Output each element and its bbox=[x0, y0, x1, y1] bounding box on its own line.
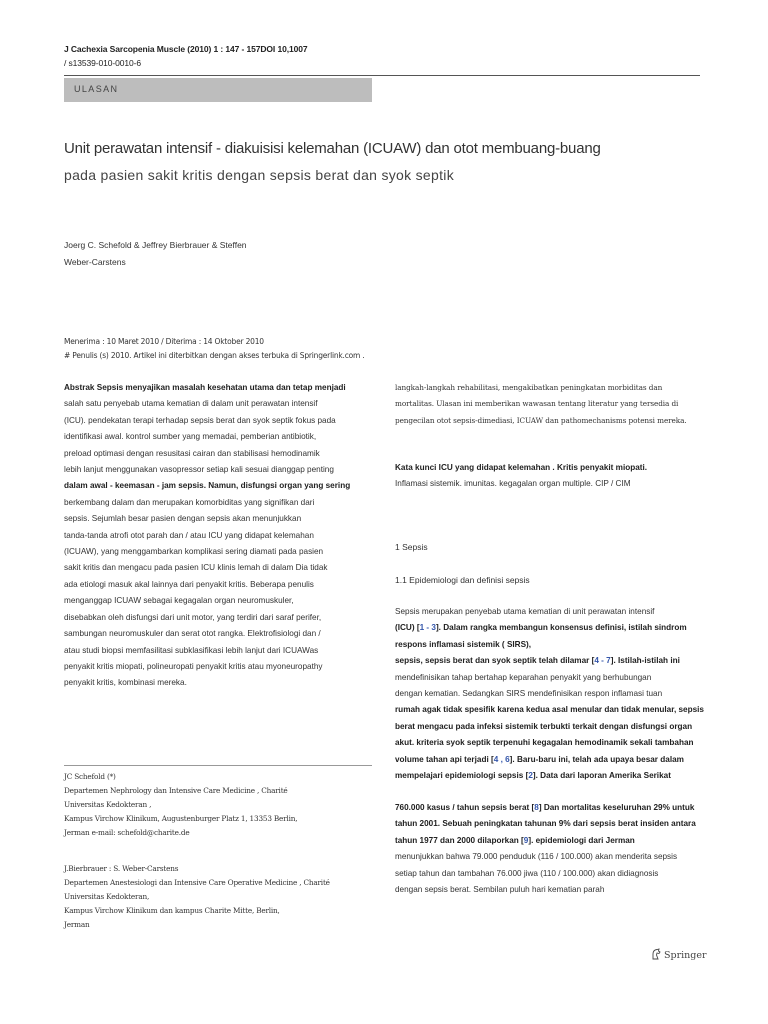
text-span: ]. epidemiologi dari Jerman bbox=[528, 835, 635, 845]
body-line bbox=[395, 653, 720, 669]
body-line bbox=[395, 768, 720, 784]
abstract-line: sakit kritis dan mengacu pada pasien ICU klinis lemah di dalam Dia tidak bbox=[64, 563, 328, 573]
abstract-cont-line: pengecilan otot sepsis-dimediasi, ICUAW dan pathomechanisms potensi mereka. bbox=[395, 415, 687, 425]
affiliation-line: Jerman bbox=[64, 920, 90, 929]
text-span: ]. Data dari laporan Amerika Serikat bbox=[532, 771, 671, 781]
affiliation-line: Kampus Virchow Klinikum, Augustenburger Platz 1, 13353 Berlin, bbox=[64, 814, 298, 823]
abstract-line: penyakit kritis, kombinasi mereka. bbox=[64, 678, 187, 688]
body-line: dengan kematian. Sedangkan SIRS mendefinisikan respon inflamasi tuan bbox=[395, 689, 663, 699]
abstract-line: preload optimasi dengan resusitasi cairan dan stabilisasi hemodinamik bbox=[64, 448, 320, 458]
affiliation-line: Departemen Nephrology dan Intensive Care Medicine , Charité bbox=[64, 786, 288, 795]
section-heading: 1 Sepsis bbox=[395, 542, 428, 552]
abstract-label: Abstrak Sepsis menyajikan masalah kesehatan utama dan tetap menjadi bbox=[64, 383, 346, 392]
citation-link[interactable]: 2 bbox=[528, 771, 533, 781]
body-text bbox=[395, 604, 720, 784]
abstract-line: disebabkan oleh disfungsi dari unit motor, yang terdiri dari saraf perifer, bbox=[64, 612, 322, 622]
abstract-line: tanda-tanda atrofi otot parah dan / atau ICU yang didapat kelemahan bbox=[64, 530, 314, 540]
body-line bbox=[395, 620, 720, 636]
publisher-logo bbox=[650, 948, 707, 961]
text-span: tahun 1977 dan 2000 dilaporkan [ bbox=[395, 835, 524, 845]
text-span: 760.000 kasus / tahun sepsis berat [ bbox=[395, 803, 535, 812]
affiliation-line: Universitas Kedokteran , bbox=[64, 800, 152, 809]
citation-link[interactable]: 9 bbox=[523, 835, 529, 845]
abstract-line: (ICUAW), yang menggambarkan komplikasi sering diamati pada pasien bbox=[64, 547, 324, 557]
body-line: dengan sepsis berat. Sembilan puluh hari kematian parah bbox=[395, 885, 605, 895]
affiliation-line: J.Bierbrauer : S. Weber-Carstens bbox=[64, 864, 179, 873]
abstract-line: sambungan neuromuskuler dan serat otot rangka. Elektrofisiologi dan / bbox=[64, 629, 321, 639]
affiliation-1 bbox=[64, 770, 297, 840]
author-list bbox=[64, 237, 247, 271]
body-line: rumah agak tidak spesifik karena kedua asal menular dan tidak menular, sepsis bbox=[395, 705, 704, 715]
received-line: Menerima : 10 Maret 2010 / Diterima : 14 Oktober 2010 bbox=[64, 337, 264, 346]
keywords-line-2: Inflamasi sistemik. imunitas. kegagalan organ multiple. CIP / CIM bbox=[395, 479, 631, 489]
abstract-bold-line: dalam awal - keemasan - jam sepsis. Namun, disfungsi organ yang sering bbox=[64, 481, 351, 491]
article-title-line-2: pada pasien sakit kritis dengan sepsis berat dan syok septik bbox=[64, 167, 454, 183]
text-span: mempelajari epidemiologi sepsis [ bbox=[395, 771, 529, 781]
abstract-continued bbox=[395, 380, 715, 429]
text-span: volume tahan api terjadi [ bbox=[395, 754, 494, 764]
text-span: ]. Istilah-istilah ini bbox=[610, 656, 680, 666]
journal-line-1: J Cachexia Sarcopenia Muscle (2010) 1 : 147 - 157DOI 10,1007 bbox=[64, 44, 308, 54]
affiliation-line: JC Schefold (*) bbox=[64, 772, 116, 781]
abstract-line: sepsis. Sejumlah besar pasien dengan sepsis akan menunjukkan bbox=[64, 514, 302, 524]
keywords-line-1: Kata kunci ICU yang didapat kelemahan . Kritis penyakit miopati. bbox=[395, 463, 648, 472]
body-line: akut. kriteria syok septik terpenuhi kegagalan hemodinamik sekali tambahan bbox=[395, 738, 694, 748]
body-text-2 bbox=[395, 800, 715, 898]
body-line bbox=[395, 833, 715, 849]
springer-horse-icon bbox=[650, 948, 662, 960]
journal-line-2: / s13539-010-0010-6 bbox=[64, 58, 142, 68]
citation-link[interactable]: 4 , 6 bbox=[493, 754, 510, 764]
abstract-cont-line: langkah-langkah rehabilitasi, mengakibatkan peningkatan morbiditas dan bbox=[395, 383, 663, 392]
affiliation-2 bbox=[64, 862, 330, 932]
body-line bbox=[395, 800, 715, 816]
text-span: sepsis, sepsis berat dan syok septik telah dilamar [ bbox=[395, 656, 595, 666]
text-span: (ICU) [ bbox=[395, 623, 420, 633]
body-line bbox=[395, 752, 720, 768]
abstract-line: penyakit kritis miopati, polineuropati penyakit kritis atau myoneuropathy bbox=[64, 661, 323, 671]
affiliation-line: Kampus Virchow Klinikum dan kampus Charite Mitte, Berlin, bbox=[64, 906, 280, 915]
body-line: Sepsis merupakan penyebab utama kematian di unit perawatan intensif bbox=[395, 607, 655, 616]
article-title-line-1: Unit perawatan intensif - diakuisisi kelemahan (ICUAW) dan otot membuang-buang bbox=[64, 140, 601, 157]
abstract-line: lebih lanjut menggunakan vasopressor setiap kali sesuai dianggap penting bbox=[64, 465, 334, 475]
affiliation-line: Departemen Anestesiologi dan Intensive Care Operative Medicine , Charité bbox=[64, 878, 330, 887]
abstract-line: berkembang dalam dan merupakan komorbiditas yang signifikan dari bbox=[64, 497, 315, 507]
abstract-line: identifikasi awal. kontrol sumber yang memadai, pemberian antibiotik, bbox=[64, 432, 317, 442]
footnote-rule bbox=[64, 765, 372, 766]
keywords bbox=[395, 460, 715, 493]
citation-link[interactable]: 4 - 7 bbox=[594, 656, 611, 666]
body-line: menunjukkan bahwa 79.000 penduduk (116 / 100.000) akan menderita sepsis bbox=[395, 852, 678, 862]
body-line: berat mengacu pada infeksi sistemik terbukti terkait dengan disfungsi organ bbox=[395, 721, 693, 731]
publisher-name: Springer bbox=[664, 950, 707, 961]
abstract-line: menganggap ICUAW sebagai kegagalan organ neuromuskuler, bbox=[64, 596, 294, 606]
authors-line-2: Weber-Carstens bbox=[64, 257, 126, 267]
abstract-line: salah satu penyebab utama kematian di dalam unit perawatan intensif bbox=[64, 399, 318, 409]
affiliation-line: Universitas Kedokteran, bbox=[64, 892, 150, 901]
text-span: ]. Baru-baru ini, telah ada upaya besar dalam bbox=[509, 754, 684, 764]
text-span: ]. Dalam rangka membangun konsensus definisi, istilah sindrom bbox=[435, 623, 687, 633]
copyright-line: # Penulis (s) 2010. Artikel ini diterbitkan dengan akses terbuka di Springerlink.com . bbox=[64, 351, 365, 360]
text-span: ] Dan mortalitas keseluruhan 29% untuk bbox=[538, 803, 695, 812]
header-rule bbox=[64, 75, 700, 76]
abstract-line: atau studi biopsi memfasilitasi subklasifikasi lebih lanjut dari ICUAWas bbox=[64, 645, 319, 655]
abstract bbox=[64, 380, 372, 692]
journal-citation bbox=[64, 42, 307, 70]
received-dates bbox=[64, 335, 365, 363]
subsection-heading: 1.1 Epidemiologi dan definisi sepsis bbox=[395, 575, 530, 585]
abstract-line: (ICU). pendekatan terapi terhadap sepsis berat dan syok septik fokus pada bbox=[64, 415, 336, 425]
abstract-line: ada etiologi masuk akal lainnya dari penyakit kritis. Beberapa penulis bbox=[64, 579, 314, 589]
body-line: tahun 2001. Sebuah peningkatan tahunan 9% dari sepsis berat insiden antara bbox=[395, 819, 696, 829]
authors-line-1: Joerg C. Schefold & Jeffrey Bierbrauer & Steffen bbox=[64, 240, 247, 250]
citation-link[interactable]: 1 - 3 bbox=[419, 623, 436, 633]
citation-link[interactable]: 8 bbox=[534, 803, 539, 812]
affiliation-email[interactable]: Jerman e-mail: schefold@charite.de bbox=[64, 828, 190, 837]
section-label-bar bbox=[64, 78, 372, 102]
body-line: setiap tahun dan tambahan 76.000 jiwa (110 / 100.000) akan didiagnosis bbox=[395, 868, 659, 878]
abstract-cont-line: mortalitas. Ulasan ini memberikan wawasan tentang literatur yang tersedia di bbox=[395, 399, 679, 409]
section-label: ULASAN bbox=[74, 84, 119, 94]
body-line: mendefinisikan tahap bertahap keparahan penyakit yang berhubungan bbox=[395, 672, 652, 682]
body-line: respons inflamasi sistemik ( SIRS), bbox=[395, 639, 532, 649]
